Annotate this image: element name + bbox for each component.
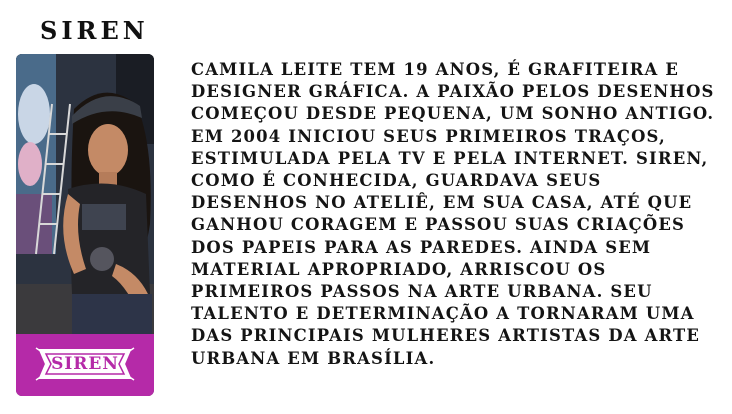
artist-photo-illustration xyxy=(16,54,154,334)
page-title: SIREN xyxy=(40,16,149,45)
artist-card xyxy=(16,54,154,396)
artist-bio: CAMILA LEITE TEM 19 ANOS, É GRAFITEIRA E DESIGNER GRÁFICA. A PAIXÃO PELOS DESENHOS COMEÇOU DESDE PEQUENA, UM SONHO ANTIGO. EM 2004 INICIOU SEUS PRIMEIROS TRAÇOS, ESTIMULADA PELA TV E PELA INTERNET. SIREN, COMO É CONHECIDA, GUARDAVA SEUS DESENHOS NO ATELIÊ, EM SUA CASA, ATÉ QUE GANHOU CORAGEM E PASSOU SUAS CRIAÇÕES DOS PAPEIS PARA AS PAREDES. AINDA SEM MATERIAL APROPRIADO, ARRISCOU OS PRIMEIROS PASSOS NA ARTE URBANA. SEU TALENTO E DETERMINAÇÃO A TORNARAM UMA DAS PRINCIPAIS MULHERES ARTISTAS DA ARTE URBANA EM BRASÍLIA. xyxy=(191,60,715,368)
badge-label: SIREN xyxy=(51,354,119,374)
artist-photo xyxy=(16,54,154,334)
siren-badge xyxy=(34,344,136,384)
